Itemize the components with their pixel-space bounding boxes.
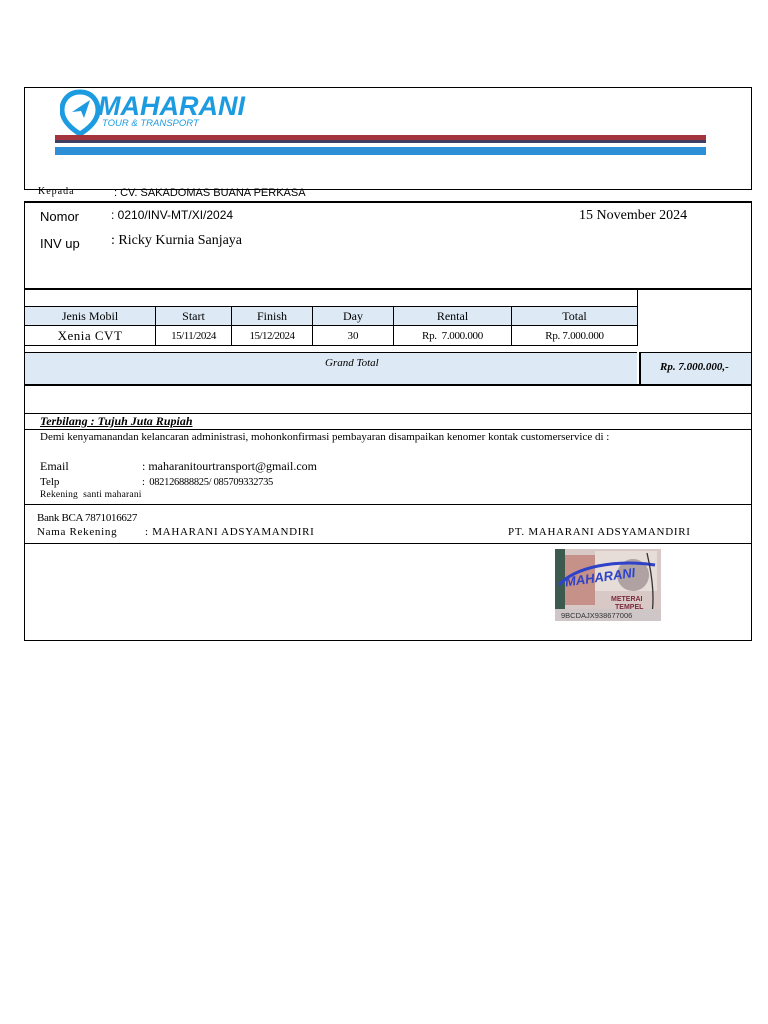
kepada-label: Kepada <box>38 186 75 197</box>
col-header-finish: Finish <box>232 307 313 326</box>
stamp-text-main: MAHARANI <box>563 564 637 590</box>
brand-tagline: TOUR & TRANSPORT <box>102 118 199 129</box>
cell-day: 30 <box>313 326 394 346</box>
grand-total-bottom-line <box>24 384 752 386</box>
terbilang-text: Terbilang : Tujuh Juta Rupiah <box>40 414 193 428</box>
stripe-navy <box>55 140 706 143</box>
email-value: : maharanitourtransport@gmail.com <box>142 459 318 473</box>
col-header-day: Day <box>313 307 394 326</box>
grand-total-label: Grand Total <box>325 357 379 369</box>
stamp-text-tempel: TEMPEL <box>615 604 644 611</box>
terbilang-bottom-line <box>24 429 752 430</box>
items-table <box>24 306 638 346</box>
table-header-row <box>25 307 638 326</box>
rekening-line: Rekening santi maharani <box>40 490 142 500</box>
nama-rekening-value: : MAHARANI ADSYAMANDIRI <box>145 526 315 538</box>
stamp-text-meterai: METERAI <box>611 596 643 603</box>
stripe-blue <box>55 147 706 155</box>
stamp-image <box>555 549 661 621</box>
invoice-date: 15 November 2024 <box>579 208 688 223</box>
nomor-label: Nomor <box>40 209 80 224</box>
invup-value: : Ricky Kurnia Sanjaya <box>111 233 243 248</box>
kepada-value: : CV. SAKADOMAS BUANA PERKASA <box>114 187 306 199</box>
divider-gap <box>637 289 638 306</box>
brand-name: MAHARANI <box>98 91 245 121</box>
invup-label: INV up <box>40 236 80 251</box>
logo <box>60 88 260 136</box>
cell-finish: 15/12/2024 <box>232 326 313 346</box>
cell-rental: Rp. 7.000.000 <box>394 326 512 346</box>
bank-top-line <box>24 504 752 505</box>
company-name: PT. MAHARANI ADSYAMANDIRI <box>508 526 691 538</box>
cell-total: Rp. 7.000.000 <box>512 326 638 346</box>
table-row <box>25 326 638 346</box>
meterai-stamp <box>555 549 661 621</box>
bank-line: Bank BCA 7871016627 <box>37 512 138 524</box>
grand-total-value: Rp. 7.000.000,- <box>660 361 729 373</box>
cell-jenis: Xenia CVT <box>25 326 156 346</box>
stamp-text-code: 9BCDAJX938677006 <box>561 611 633 620</box>
nama-rekening-label: Nama Rekening <box>37 526 118 538</box>
nomor-value: : 0210/INV-MT/XI/2024 <box>111 208 234 222</box>
telp-label: Telp <box>40 476 60 488</box>
col-header-total: Total <box>512 307 638 326</box>
payment-note: Demi kenyamanandan kelancaran administrasi, mohonkonfirmasi pembayaran disampaikan kenomer kontak customerservice di : <box>40 431 610 443</box>
email-label: Email <box>40 459 69 473</box>
telp-value: : 082126888825/ 085709332735 <box>142 477 274 488</box>
col-header-start: Start <box>156 307 232 326</box>
bank-bottom-line <box>24 543 752 544</box>
col-header-jenis: Jenis Mobil <box>25 307 156 326</box>
cell-start: 15/11/2024 <box>156 326 232 346</box>
col-header-rental: Rental <box>394 307 512 326</box>
